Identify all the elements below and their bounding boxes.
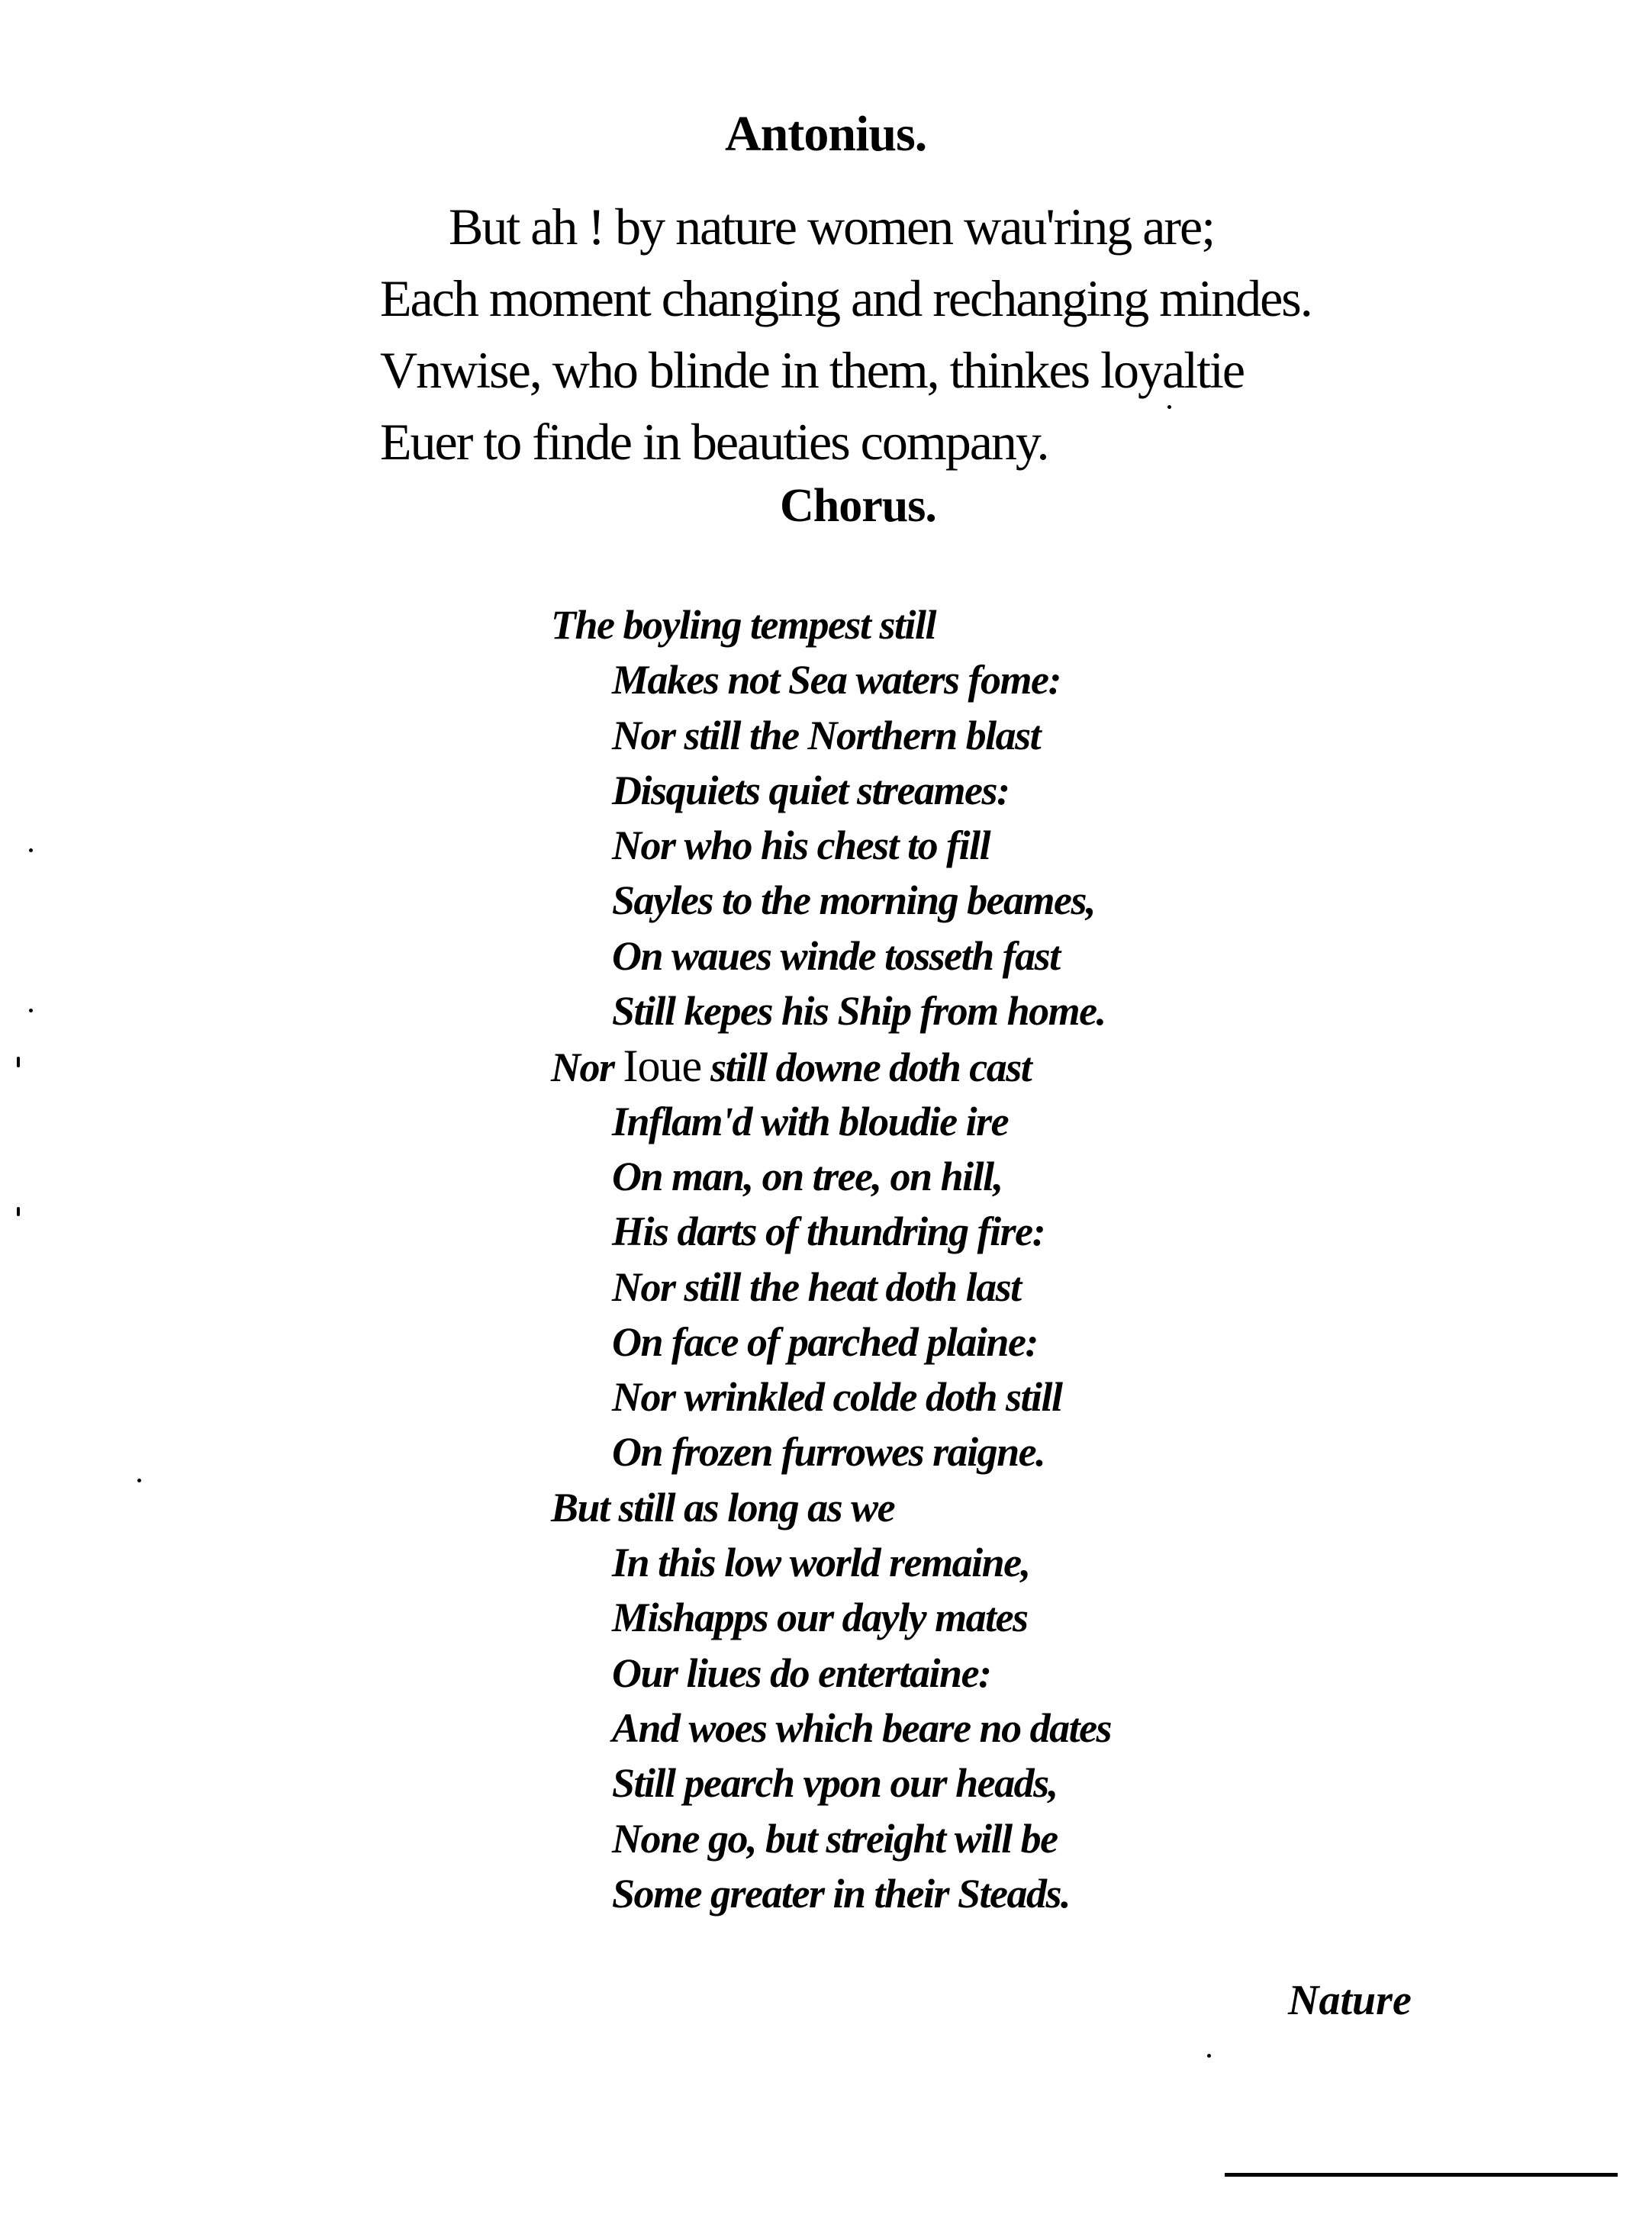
page-bottom-rule [1225,2173,1618,2177]
verse-line: In this low world remaine, [612,1540,1030,1586]
verse-line: Nor still the heat doth last [612,1263,1021,1310]
speaker-heading: Antonius. [725,106,927,162]
verse-line [551,1038,1111,1093]
catchword: Nature [1288,1977,1412,2024]
verse-line: But still as long as we [551,1484,895,1530]
speech-line: Euer to finde in beauties company. [380,413,1048,471]
chorus-heading: Chorus. [780,480,936,532]
verse-line: None go, but streight will be [612,1815,1058,1862]
verse-line: And woes which beare no dates [612,1704,1112,1751]
ink-speck [17,1207,20,1216]
verse-line: On man, on tree, on hill, [612,1153,1003,1199]
verse-line: On waues winde tosseth fast [612,932,1060,979]
ink-speck [29,848,33,852]
speech-block [380,191,1312,478]
verse-line: On frozen furrowes raigne. [612,1429,1045,1476]
verse-line: Some greater in their Steads. [612,1870,1071,1917]
ink-speck [1207,2054,1211,2058]
verse-line-text: still downe doth cast [701,1044,1032,1091]
verse-line: Still kepes his Ship from home. [612,988,1106,1035]
ink-speck [1167,405,1171,409]
verse-line: Inflam'd with bloudie ire [612,1098,1009,1144]
chorus-verse [551,597,1111,1921]
verse-line: Nor still the Northern blast [612,712,1041,758]
roman-type-name: Ioue [623,1041,702,1092]
verse-line: Nor wrinkled colde doth still [612,1374,1062,1421]
verse-line: Our liues do entertaine: [612,1649,991,1696]
ink-speck [137,1479,141,1482]
verse-line-text: Nor [551,1044,623,1091]
verse-line: Still pearch vpon our heads, [612,1760,1058,1807]
speech-line: Each moment changing and rechanging mindes. [380,269,1312,327]
speech-line: Vnwise, who blinde in them, thinkes loyaltie [380,341,1245,399]
speech-line: But ah ! by nature women wau'ring are; [449,198,1215,256]
verse-line: Mishapps our dayly mates [612,1595,1028,1641]
verse-line: Sayles to the morning beames, [612,877,1096,924]
ink-speck [17,1057,20,1067]
verse-line: Makes not Sea waters fome: [612,657,1061,703]
verse-line: His darts of thundring fire: [612,1209,1045,1255]
verse-line: The boyling tempest still [551,602,935,648]
verse-line: Nor who his chest to fill [612,822,990,869]
verse-line: Disquiets quiet streames: [612,767,1010,813]
verse-line: On face of parched plaine: [612,1318,1038,1365]
ink-speck [29,1009,33,1012]
